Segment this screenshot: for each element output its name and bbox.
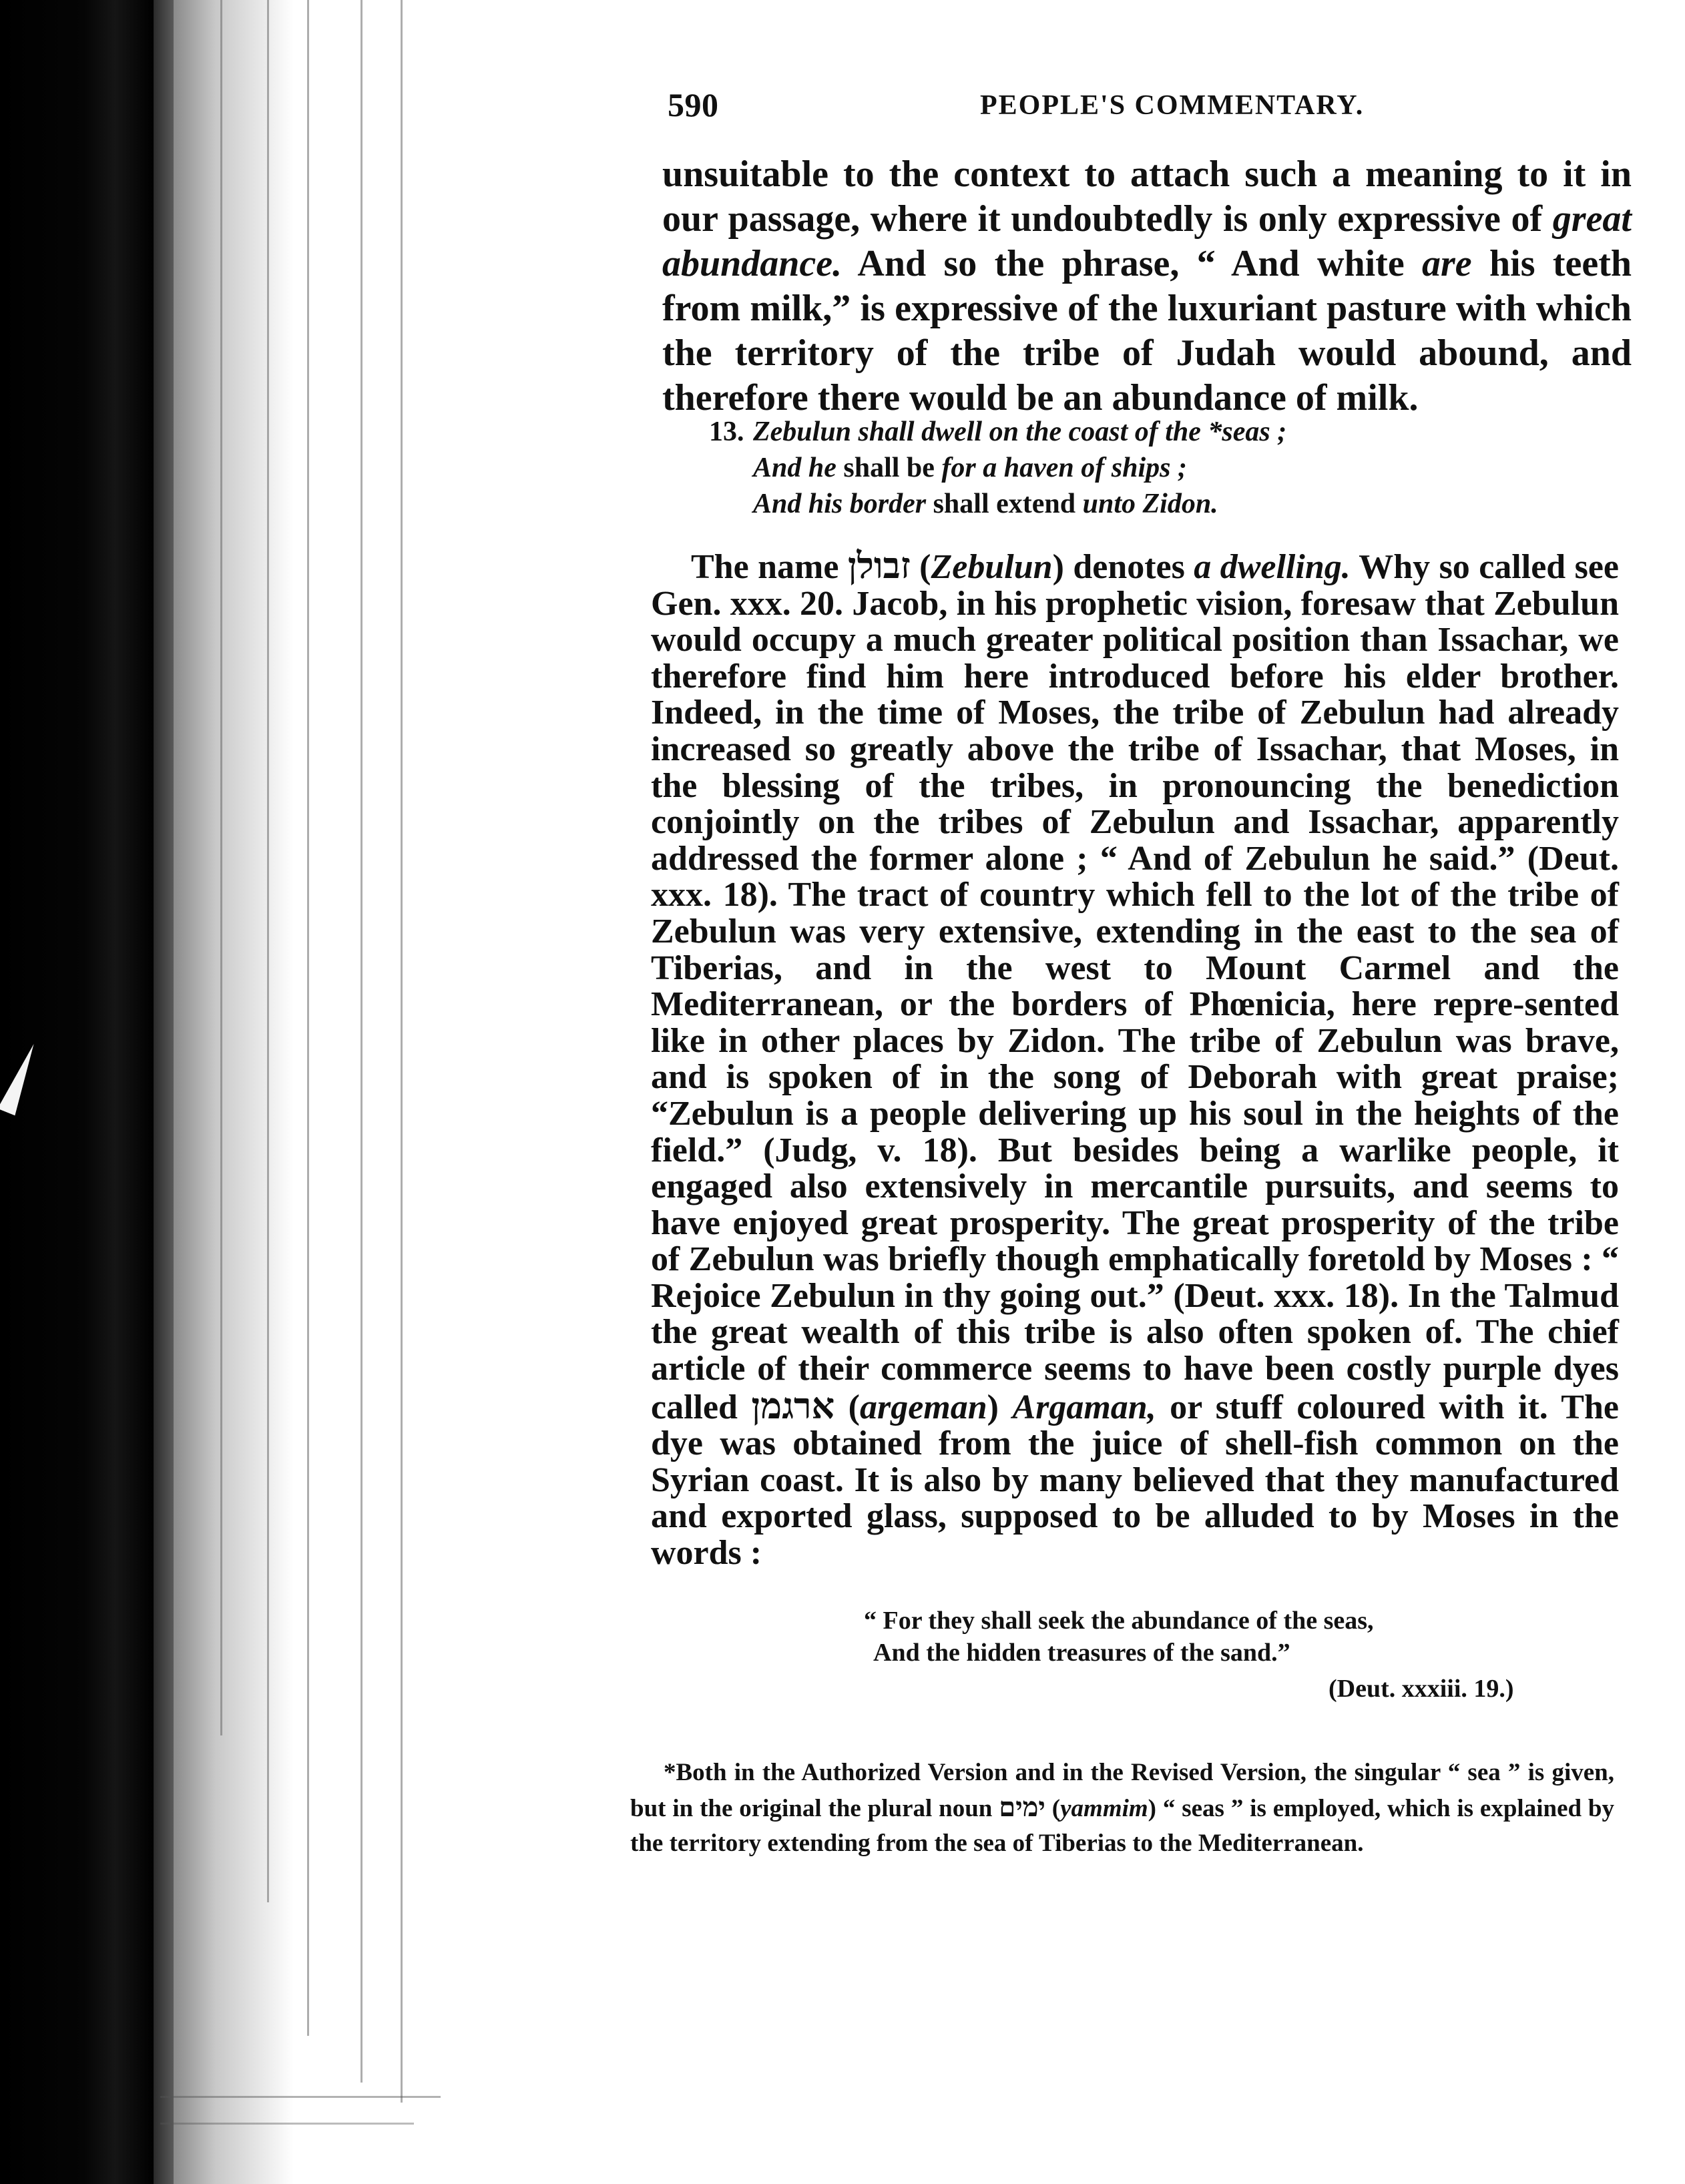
italic-run: yammim xyxy=(1060,1795,1148,1822)
page-edge-line xyxy=(360,0,363,2083)
verse-text: unto Zidon. xyxy=(1082,489,1218,519)
block-quote xyxy=(864,1605,1531,1669)
italic-run: argeman xyxy=(859,1388,987,1426)
text-run: ) denotes xyxy=(1052,548,1194,586)
gutter-edge xyxy=(154,0,174,2184)
text-run: The name xyxy=(691,548,848,586)
text-run: his teeth from milk,” is expressive of the luxuriant pasture with which the territory of the tribe of Judah would abound, and therefore there would be an abundance of milk. xyxy=(662,243,1632,419)
text-run: ) “ seas ” is employed, which is explained by the territory extending from the sea of Tiberias to the Mediterranean. xyxy=(630,1795,1615,1857)
verse-number: 13. xyxy=(709,417,744,447)
italic-run: Argaman, xyxy=(1012,1388,1156,1426)
verse-text: shall be xyxy=(836,453,942,483)
page-edge-bottom xyxy=(160,2123,414,2125)
text-run: ( xyxy=(910,548,931,586)
footnote xyxy=(630,1755,1614,1861)
verse-line-2 xyxy=(709,450,1510,486)
page-edge-bottom xyxy=(160,2096,441,2098)
text-run: *Both in the Authorized Version and in the Revised Version, the singular “ sea ” is given, but in the original the plural noun xyxy=(630,1759,1614,1822)
text-run: ) xyxy=(987,1388,1013,1426)
commentary-paragraph xyxy=(651,544,1620,1573)
hebrew-word: ארגמן xyxy=(751,1384,835,1427)
running-title: PEOPLE'S COMMENTARY. xyxy=(980,90,1365,121)
text-run: or stuff coloured with it. The dye was obtained from the juice of shell-fish common on the Syrian coast. It is also by many believed that they manufactured and exported glass, supposed to be alluded to by Moses in the words : xyxy=(651,1388,1619,1573)
italic-run: great abundance. xyxy=(662,198,1632,284)
verse-text: Zebulun shall dwell on the coast of the *seas ; xyxy=(753,417,1287,447)
hebrew-word: ימים xyxy=(999,1792,1045,1823)
quote-citation: (Deut. xxxiii. 19.) xyxy=(1329,1675,1514,1703)
paragraph-continued xyxy=(662,152,1632,421)
page-edge-line xyxy=(267,0,269,1902)
italic-run: a dwelling. xyxy=(1194,548,1351,586)
text-run: unsuitable to the context to attach such a meaning to it in our passage, where it undoubtedly is only expressive of xyxy=(662,154,1632,240)
hebrew-word: זבולן xyxy=(847,544,911,587)
verse-text: And he xyxy=(753,453,836,483)
verse-text: for a haven of ships ; xyxy=(941,453,1187,483)
page-edge-line xyxy=(220,0,222,1735)
page-number: 590 xyxy=(668,86,719,123)
verse-text: shall extend xyxy=(926,489,1083,519)
text-run: ( xyxy=(834,1388,860,1426)
text-run: ( xyxy=(1045,1795,1061,1822)
italic-run: are xyxy=(1422,243,1472,284)
page-edge-line xyxy=(401,0,403,2103)
verse-line-1 xyxy=(709,414,1510,450)
text-run: And so the phrase, “ And white xyxy=(842,243,1423,284)
italic-run: Zebulun xyxy=(931,548,1053,586)
verse-block xyxy=(709,414,1510,522)
verse-text: And his border xyxy=(753,489,927,519)
verse-line-3 xyxy=(709,486,1510,522)
page-edge-line xyxy=(307,0,309,2036)
quote-line-1: “ For they shall seek the abundance of the seas, xyxy=(864,1607,1374,1635)
text-run: Why so called see Gen. xxx. 20. Jacob, in his prophetic vision, foresaw that Zebulun would occupy a much greater political position than Issachar, we therefore find him here introduced before his elder brother. Indeed, in the time of Moses, the tribe of Zebulun had already increased so greatly above the tribe of Issachar, that Moses, in the blessing of the tribes, in pronouncing the benediction conjointly on the tribes of Zebulun and Issachar, apparently addressed the former alone ; “ And of Zebulun he said.” (Deut. xxx. 18). The tract of country which fell to the lot of the tribe of Zebulun was very extensive, extending in the east to the sea of Tiberias, and in the west to Mount Carmel and the Mediterranean, or the borders of Phœnicia, here repre-sented like in other places by Zidon. The tribe of Zebulun was brave, and is spoken of in the song of Deborah with great praise; “Zebulun is a people delivering up his soul in the heights of the field.” (Judg, v. 18). But besides being a warlike people, it engaged also extensively in mercantile pursuits, and seems to have enjoyed great prosperity. The great prosperity of the tribe of Zebulun was briefly though emphatically foretold by Moses : “ Rejoice Zebulun in thy going out.” (Deut. xxx. 18). In the Talmud the great wealth of this tribe is also often spoken of. The chief article of their commerce seems to have been costly purple dyes called xyxy=(651,548,1620,1426)
quote-line-2: And the hidden treasures of the sand.” xyxy=(873,1639,1290,1667)
spine-shadow xyxy=(174,0,294,2184)
